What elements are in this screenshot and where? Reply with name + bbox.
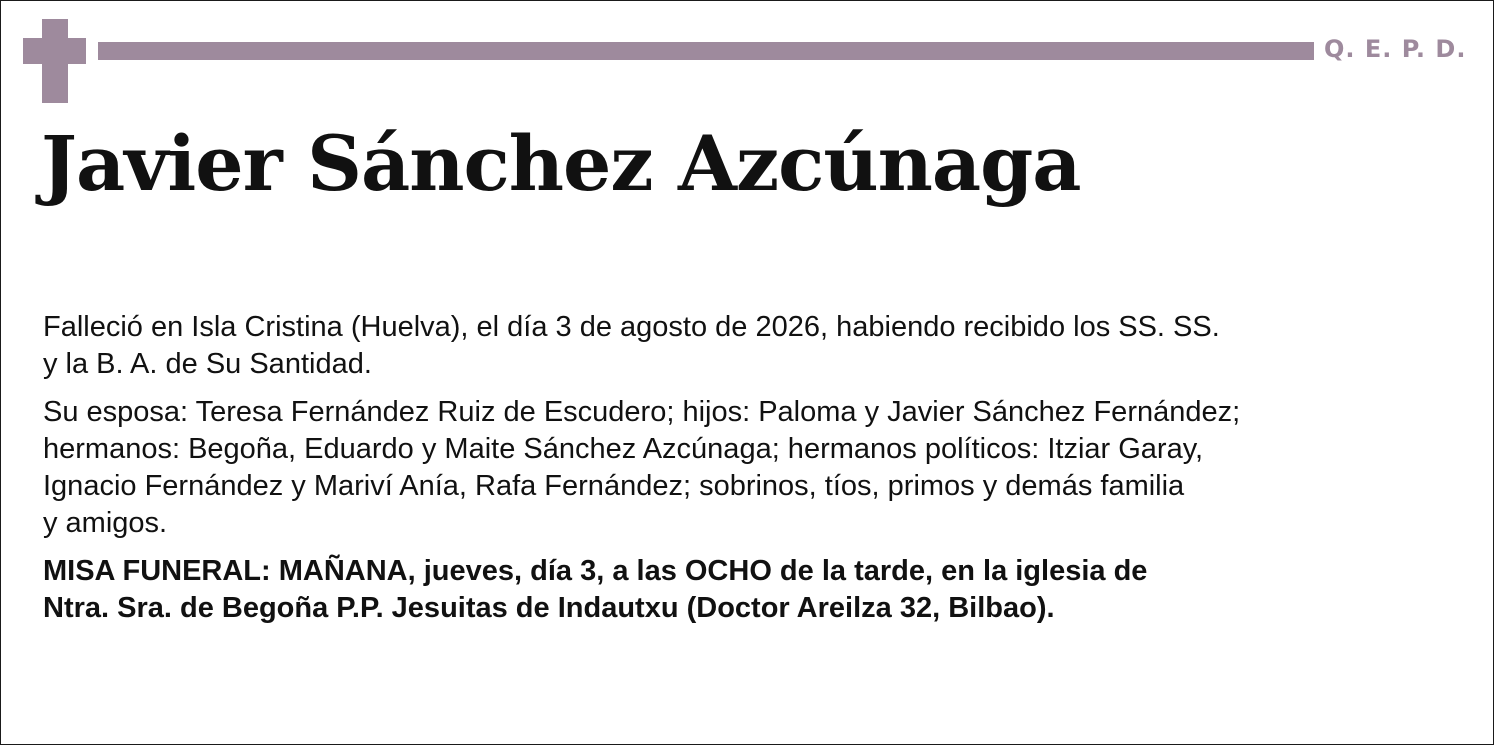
text-line: y amigos. xyxy=(43,507,168,539)
funeral-paragraph xyxy=(43,553,1463,627)
text-line: MISA FUNERAL: MAÑANA, jueves, día 3, a las OCHO de la tarde, en la iglesia de xyxy=(43,555,1148,587)
cross-icon-arm xyxy=(23,38,86,64)
text-line: hermanos: Begoña, Eduardo y Maite Sánchez Azcúnaga; hermanos políticos: Itziar Garay, xyxy=(43,433,1204,465)
qepd-label: Q. E. P. D. xyxy=(1324,35,1467,63)
family-paragraph xyxy=(43,394,1463,542)
text-line: Su esposa: Teresa Fernández Ruiz de Escudero; hijos: Paloma y Javier Sánchez Fernández; xyxy=(43,396,1241,428)
text-line: Ntra. Sra. de Begoña P.P. Jesuitas de Indautxu (Doctor Areilza 32, Bilbao). xyxy=(43,592,1055,624)
text-line: Ignacio Fernández y Mariví Anía, Rafa Fernández; sobrinos, tíos, primos y demás familia xyxy=(43,470,1185,502)
death-paragraph xyxy=(43,309,1463,383)
header-rule xyxy=(98,42,1314,60)
notice-body xyxy=(43,309,1463,627)
text-line: y la B. A. de Su Santidad. xyxy=(43,348,372,380)
text-line: Falleció en Isla Cristina (Huelva), el día 3 de agosto de 2026, habiendo recibido los SS. SS. xyxy=(43,311,1220,343)
deceased-name: Javier Sánchez Azcúnaga xyxy=(41,119,1081,208)
